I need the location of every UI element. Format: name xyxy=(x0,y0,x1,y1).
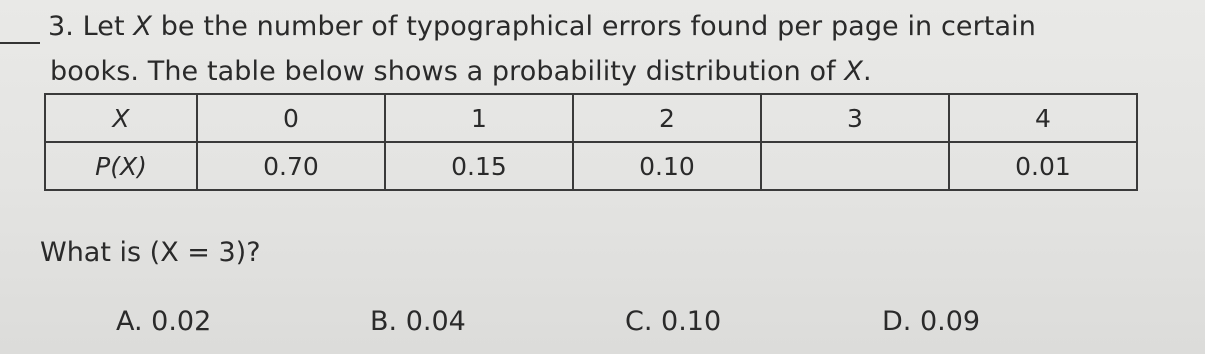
table-cell: 0.01 xyxy=(949,142,1137,190)
table-header-row xyxy=(45,94,1137,142)
answer-blank-line xyxy=(0,42,40,44)
question-line-1 xyxy=(48,13,1036,40)
option-c[interactable]: C. 0.10 xyxy=(625,306,722,337)
table-cell: 0.70 xyxy=(197,142,385,190)
variable-x-2: X xyxy=(844,56,864,87)
question-text-2: books. The table below shows a probability distribution of xyxy=(50,56,845,87)
table-cell: 4 xyxy=(949,94,1137,142)
table-cell: 1 xyxy=(385,94,573,142)
table-cell: 3 xyxy=(761,94,949,142)
table-cell-blank xyxy=(761,142,949,190)
option-a[interactable]: A. 0.02 xyxy=(116,306,212,337)
question-line-2 xyxy=(50,58,872,85)
probability-table xyxy=(44,93,1138,191)
question-period: . xyxy=(863,56,872,87)
table-cell: 0.10 xyxy=(573,142,761,190)
table-header-label: X xyxy=(45,94,197,142)
table-row xyxy=(45,142,1137,190)
variable-x: X xyxy=(133,11,153,42)
table-cell: 2 xyxy=(573,94,761,142)
question-text: be the number of typographical errors found per page in certain xyxy=(152,11,1036,42)
option-d[interactable]: D. 0.09 xyxy=(882,306,981,337)
question-prompt: What is (X = 3)? xyxy=(40,237,261,268)
table-row-label: P(X) xyxy=(45,142,197,190)
question-prefix: 3. Let xyxy=(48,11,134,42)
table-cell: 0 xyxy=(197,94,385,142)
table-cell: 0.15 xyxy=(385,142,573,190)
option-b[interactable]: B. 0.04 xyxy=(370,306,466,337)
